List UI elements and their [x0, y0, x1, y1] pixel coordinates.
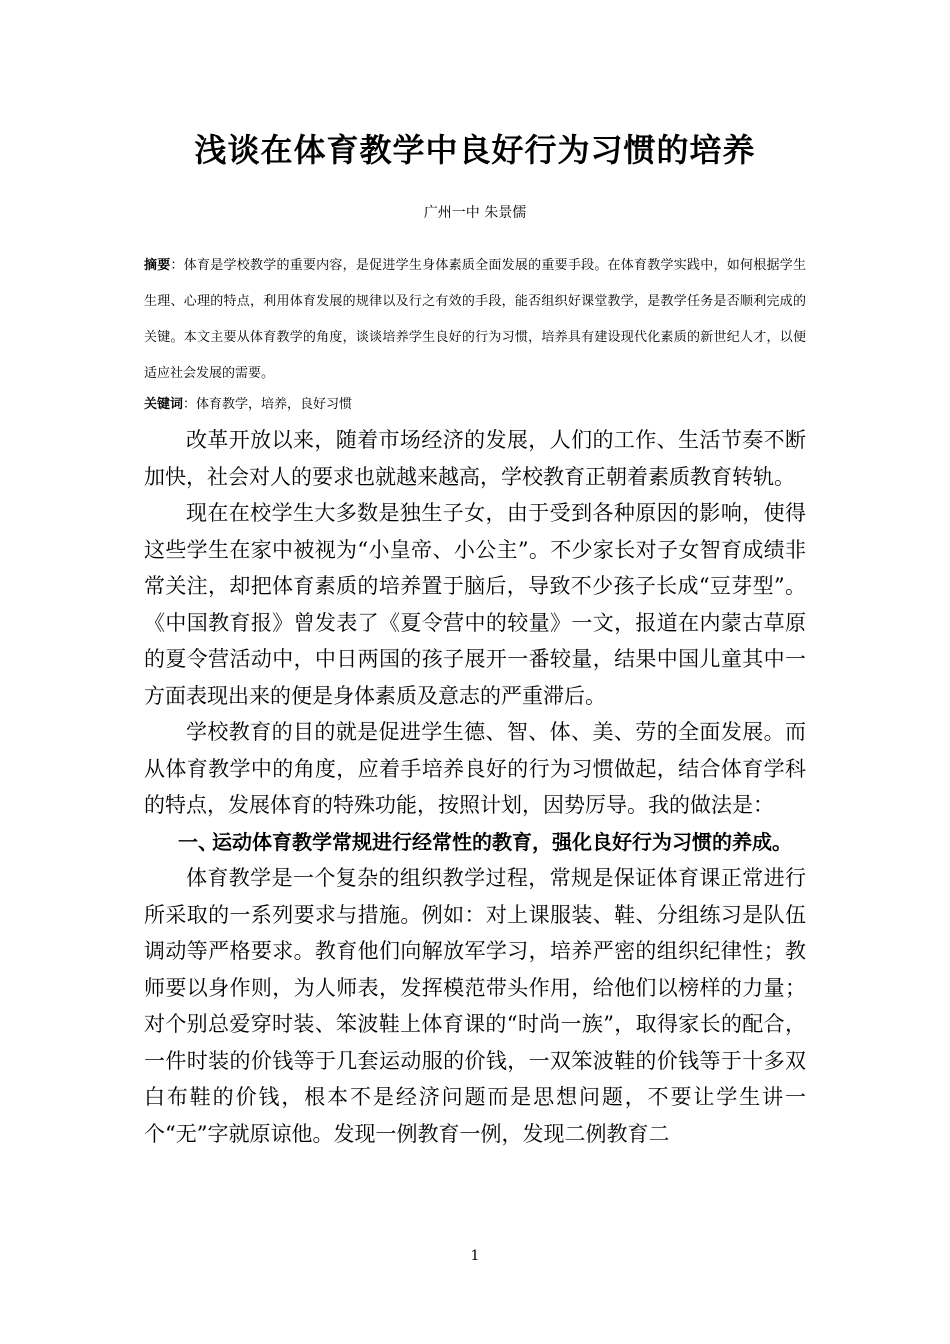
paragraph: 改革开放以来，随着市场经济的发展，人们的工作、生活节奏不断加快，社会对人的要求也就越来越高，学校教育正朝着素质教育转轨。 [144, 428, 806, 489]
keywords [144, 395, 806, 415]
paragraph: 体育教学是一个复杂的组织教学过程，常规是保证体育课正常进行所采取的一系列要求与措施。例如：对上课服装、鞋、分组练习是队伍调动等严格要求。教育他们向解放军学习，培养严密的组织纪律性；教师要以身作则，为人师表，发挥模范带头作用，给他们以榜样的力量；对个别总爱穿时装、笨波鞋上体育课的“时尚一族”，取得家长的配合，一件时装的价钱等于几套运动服的价钱，一双笨波鞋的价钱等于十多双白布鞋的价钱，根本不是经济问题而是思想问题，不要让学生讲一个“无”字就原谅他。发现一例教育一例，发现二例教育二 [144, 866, 806, 1146]
abstract-text: ：体育是学校教学的重要内容，是促进学生身体素质全面发展的重要手段。在体育教学实践中，如何根据学生生理、心理的特点，利用体育发展的规律以及行之有效的手段，能否组织好课堂教学，是教学任务是否顺利完成的关键。本文主要从体育教学的角度，谈谈培养学生良好的行为习惯，培养具有建设现代化素质的新世纪人才，以便适应社会发展的需要。 [144, 258, 806, 381]
author-line: 广州一中 朱景儒 [423, 205, 527, 221]
body-text [144, 422, 806, 1152]
keywords-text: ：体育教学，培养，良好习惯 [183, 397, 353, 412]
paragraph: 现在在校学生大多数是独生子女，由于受到各种原因的影响，使得这些学生在家中被视为“小皇帝、小公主”。不少家长对子女智育成绩非常关注，却把体育素质的培养置于脑后，导致不少孩子长成“豆芽型”。《中国教育报》曾发表了《夏令营中的较量》一文，报道在内蒙古草原的夏令营活动中，中日两国的孩子展开一番较量，结果中国儿童其中一方面表现出来的便是身体素质及意志的严重滞后。 [144, 501, 806, 708]
section-heading-text: 运动体育教学常规进行经常性的教育，强化良好行为习惯的养成。 [212, 829, 792, 854]
keywords-label: 关键词 [144, 397, 184, 412]
paragraph: 学校教育的目的就是促进学生德、智、体、美、劳的全面发展。而从体育教学中的角度，应着手培养良好的行为习惯做起，结合体育学科的特点，发展体育的特殊功能，按照计划，因势厉导。我的做法是： [144, 720, 806, 817]
abstract-label: 摘要 [144, 258, 171, 273]
document-title: 浅谈在体育教学中良好行为习惯的培养 [194, 131, 756, 169]
abstract [144, 248, 806, 392]
section-heading-number: 一、 [178, 829, 218, 854]
section-heading [144, 824, 806, 861]
page-number: 1 [470, 1248, 480, 1264]
